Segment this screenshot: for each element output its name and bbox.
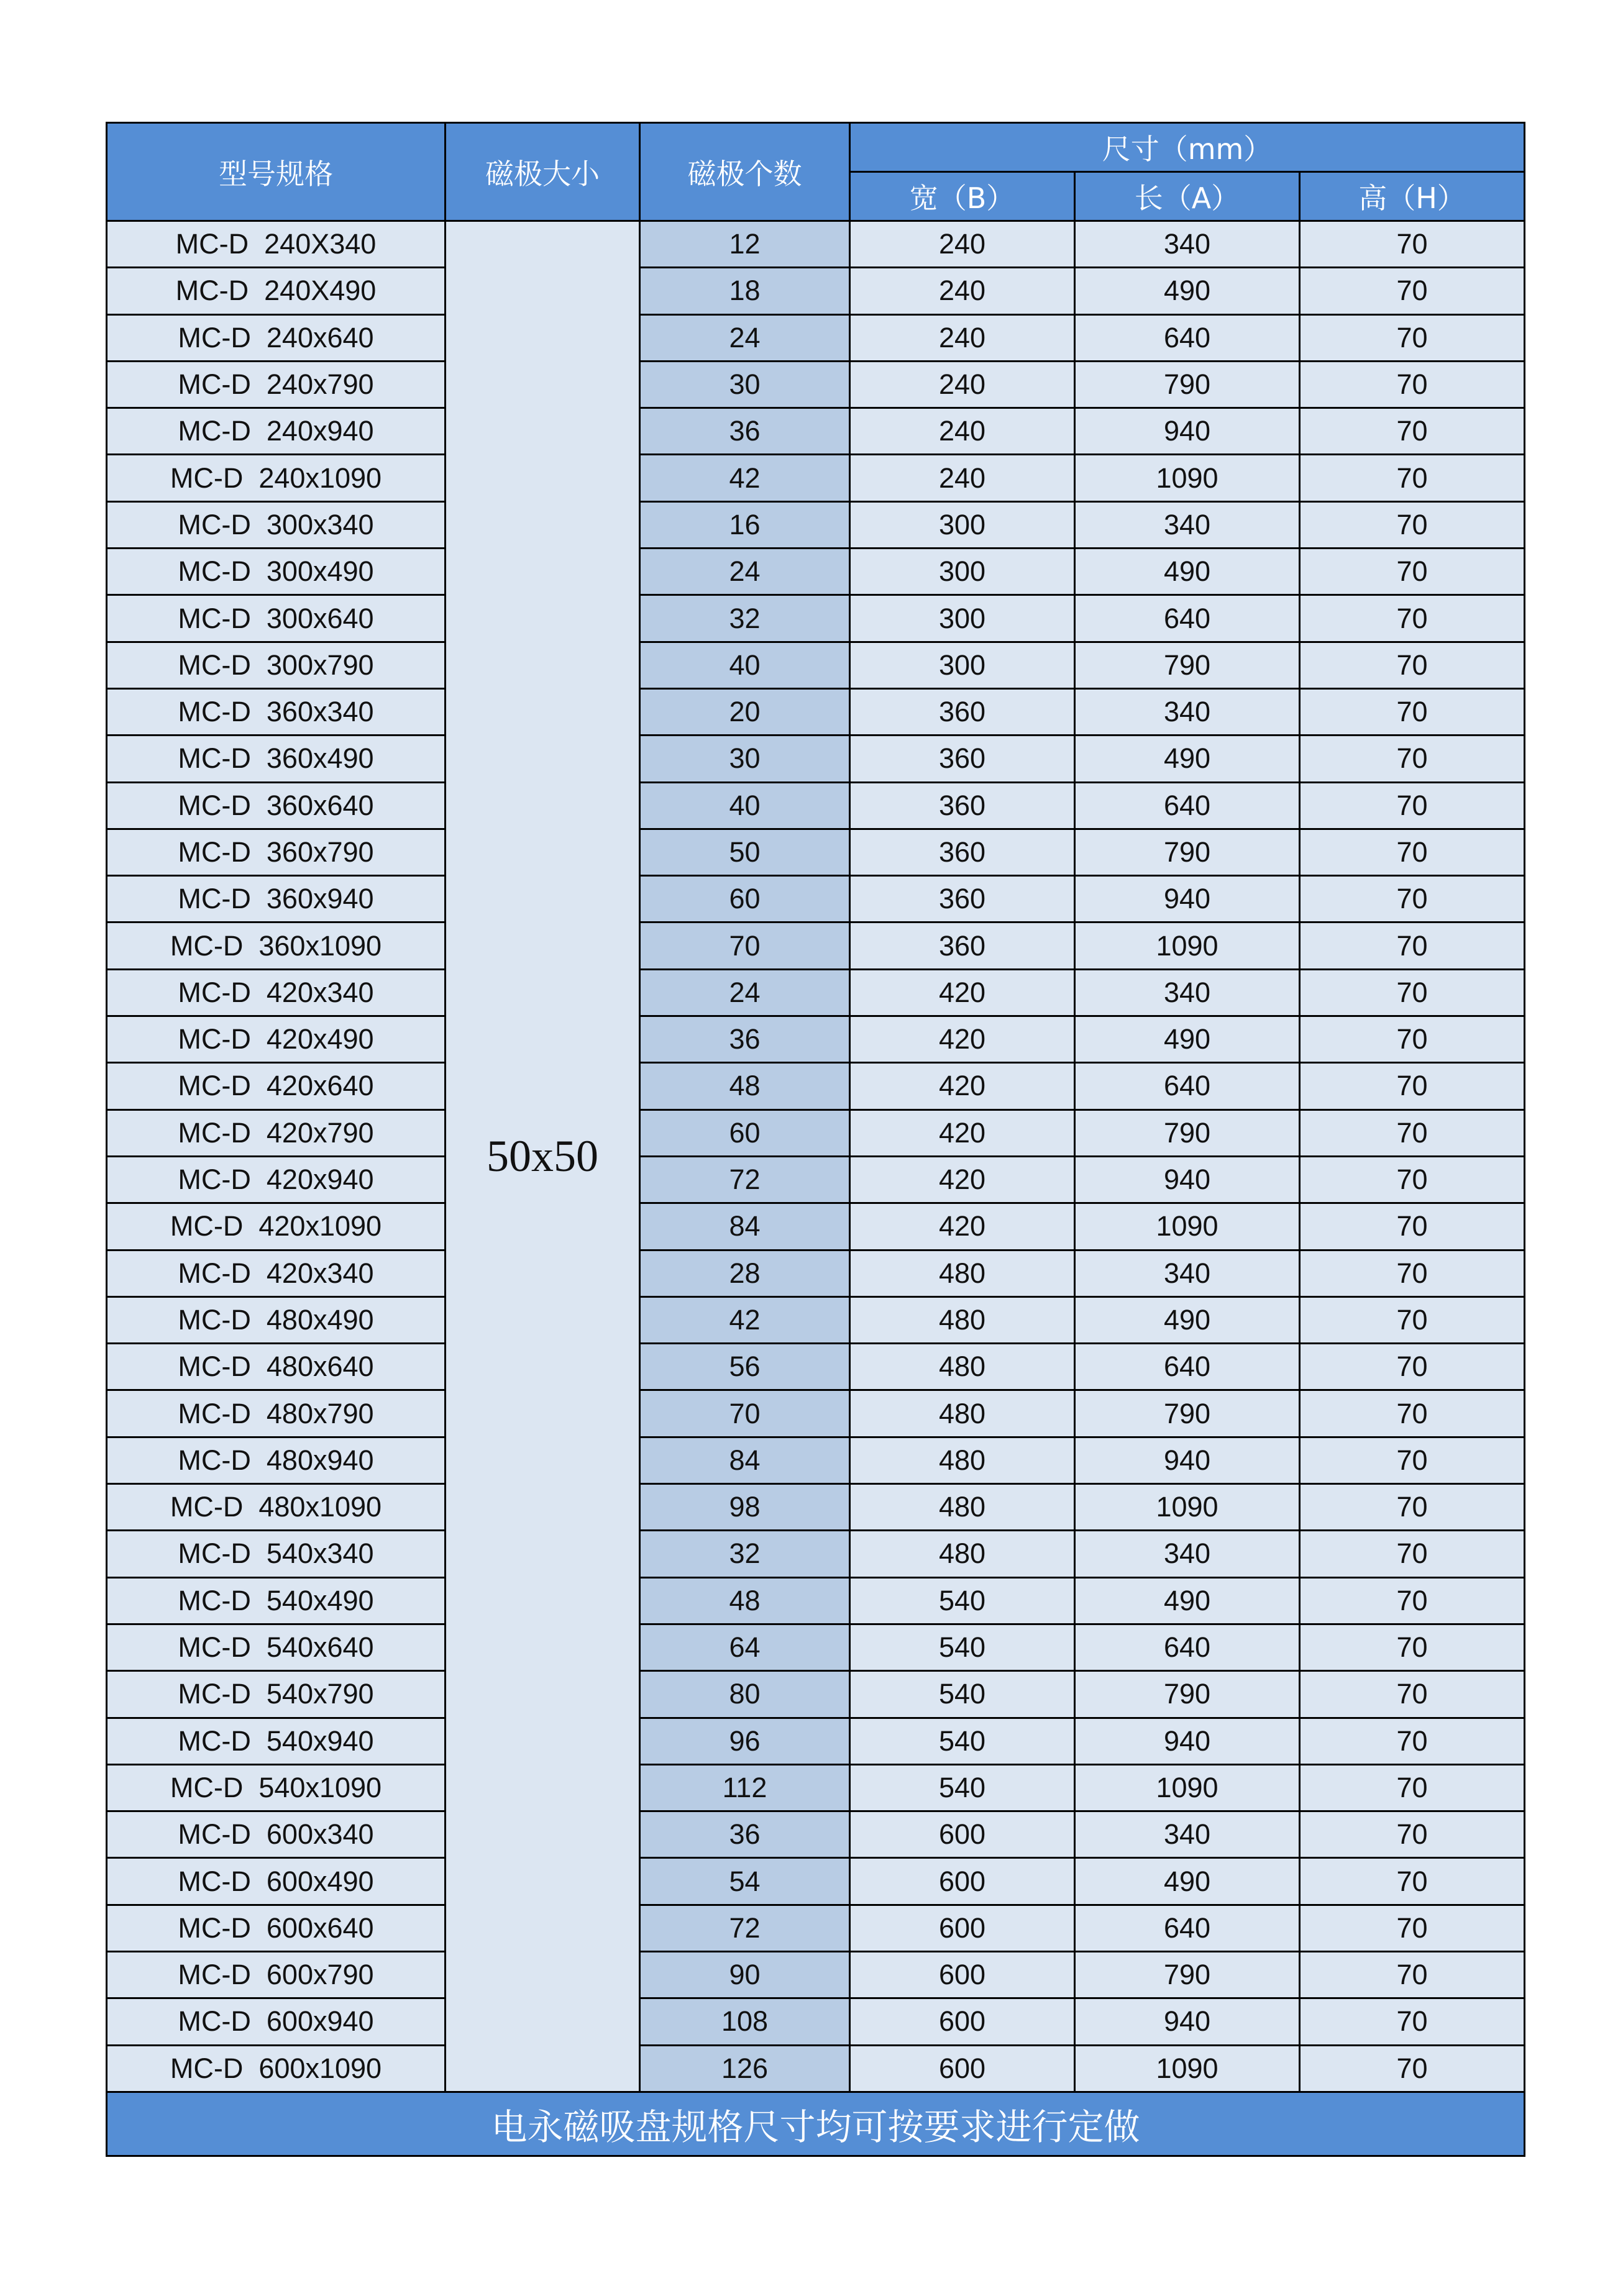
width-cell: 480 bbox=[850, 1250, 1075, 1296]
table-row bbox=[107, 501, 1525, 548]
model-cell: MC-D 240X340 bbox=[107, 221, 446, 268]
table-row bbox=[107, 1344, 1525, 1390]
table-row bbox=[107, 1203, 1525, 1250]
length-cell: 640 bbox=[1075, 1624, 1300, 1670]
model-cell: MC-D 360x490 bbox=[107, 736, 446, 782]
height-cell: 70 bbox=[1300, 549, 1525, 595]
pole-count-cell: 28 bbox=[640, 1250, 850, 1296]
model-cell: MC-D 480x640 bbox=[107, 1344, 446, 1390]
width-cell: 540 bbox=[850, 1671, 1075, 1718]
table-row bbox=[107, 1624, 1525, 1670]
width-cell: 420 bbox=[850, 1109, 1075, 1156]
height-cell: 70 bbox=[1300, 688, 1525, 735]
table-row bbox=[107, 829, 1525, 875]
table-row bbox=[107, 1063, 1525, 1109]
pole-count-cell: 64 bbox=[640, 1624, 850, 1670]
height-cell: 70 bbox=[1300, 268, 1525, 314]
length-cell: 640 bbox=[1075, 782, 1300, 829]
length-cell: 790 bbox=[1075, 1390, 1300, 1437]
table-row bbox=[107, 595, 1525, 642]
model-cell: MC-D 540x1090 bbox=[107, 1764, 446, 1811]
height-cell: 70 bbox=[1300, 1718, 1525, 1764]
pole-count-cell: 40 bbox=[640, 782, 850, 829]
width-cell: 360 bbox=[850, 829, 1075, 875]
length-cell: 490 bbox=[1075, 268, 1300, 314]
pole-count-cell: 18 bbox=[640, 268, 850, 314]
header-width: 宽（B） bbox=[850, 172, 1075, 221]
length-cell: 790 bbox=[1075, 1951, 1300, 1998]
length-cell: 490 bbox=[1075, 1858, 1300, 1905]
height-cell: 70 bbox=[1300, 1484, 1525, 1531]
height-cell: 70 bbox=[1300, 1951, 1525, 1998]
width-cell: 240 bbox=[850, 268, 1075, 314]
length-cell: 940 bbox=[1075, 1156, 1300, 1203]
length-cell: 790 bbox=[1075, 361, 1300, 408]
table-row bbox=[107, 876, 1525, 922]
pole-count-cell: 12 bbox=[640, 221, 850, 268]
model-cell: MC-D 360x1090 bbox=[107, 922, 446, 969]
model-cell: MC-D 420x640 bbox=[107, 1063, 446, 1109]
header-height: 高（H） bbox=[1300, 172, 1525, 221]
width-cell: 600 bbox=[850, 1811, 1075, 1858]
table-row bbox=[107, 268, 1525, 314]
height-cell: 70 bbox=[1300, 1998, 1525, 2045]
length-cell: 790 bbox=[1075, 1109, 1300, 1156]
length-cell: 340 bbox=[1075, 221, 1300, 268]
model-cell: MC-D 300x490 bbox=[107, 549, 446, 595]
width-cell: 300 bbox=[850, 642, 1075, 688]
length-cell: 640 bbox=[1075, 1063, 1300, 1109]
model-cell: MC-D 600x340 bbox=[107, 1811, 446, 1858]
pole-count-cell: 112 bbox=[640, 1764, 850, 1811]
table-row bbox=[107, 221, 1525, 268]
model-cell: MC-D 480x490 bbox=[107, 1296, 446, 1343]
pole-count-cell: 32 bbox=[640, 595, 850, 642]
length-cell: 940 bbox=[1075, 1718, 1300, 1764]
width-cell: 240 bbox=[850, 361, 1075, 408]
pole-count-cell: 56 bbox=[640, 1344, 850, 1390]
model-cell: MC-D 480x940 bbox=[107, 1437, 446, 1483]
pole-count-cell: 16 bbox=[640, 501, 850, 548]
model-cell: MC-D 360x790 bbox=[107, 829, 446, 875]
table-row bbox=[107, 1951, 1525, 1998]
model-cell: MC-D 600x1090 bbox=[107, 2045, 446, 2092]
width-cell: 420 bbox=[850, 1156, 1075, 1203]
length-cell: 790 bbox=[1075, 1671, 1300, 1718]
length-cell: 490 bbox=[1075, 1016, 1300, 1063]
table-row bbox=[107, 1109, 1525, 1156]
height-cell: 70 bbox=[1300, 1531, 1525, 1577]
table-row bbox=[107, 1905, 1525, 1951]
model-cell: MC-D 360x940 bbox=[107, 876, 446, 922]
width-cell: 420 bbox=[850, 1203, 1075, 1250]
length-cell: 640 bbox=[1075, 595, 1300, 642]
height-cell: 70 bbox=[1300, 1203, 1525, 1250]
table-header bbox=[107, 123, 1525, 221]
table-row bbox=[107, 1016, 1525, 1063]
length-cell: 340 bbox=[1075, 1531, 1300, 1577]
height-cell: 70 bbox=[1300, 2045, 1525, 2092]
model-cell: MC-D 480x1090 bbox=[107, 1484, 446, 1531]
pole-count-cell: 126 bbox=[640, 2045, 850, 2092]
model-cell: MC-D 480x790 bbox=[107, 1390, 446, 1437]
pole-count-cell: 72 bbox=[640, 1156, 850, 1203]
height-cell: 70 bbox=[1300, 501, 1525, 548]
width-cell: 600 bbox=[850, 1858, 1075, 1905]
pole-count-cell: 20 bbox=[640, 688, 850, 735]
length-cell: 1090 bbox=[1075, 455, 1300, 501]
length-cell: 1090 bbox=[1075, 1484, 1300, 1531]
model-cell: MC-D 540x790 bbox=[107, 1671, 446, 1718]
table-row bbox=[107, 736, 1525, 782]
header-pole-size: 磁极大小 bbox=[446, 123, 640, 221]
length-cell: 640 bbox=[1075, 314, 1300, 361]
length-cell: 490 bbox=[1075, 549, 1300, 595]
height-cell: 70 bbox=[1300, 1577, 1525, 1624]
width-cell: 300 bbox=[850, 549, 1075, 595]
table-row bbox=[107, 1858, 1525, 1905]
table-row bbox=[107, 549, 1525, 595]
table-row bbox=[107, 1250, 1525, 1296]
table-row bbox=[107, 1764, 1525, 1811]
table-row bbox=[107, 1531, 1525, 1577]
width-cell: 300 bbox=[850, 595, 1075, 642]
height-cell: 70 bbox=[1300, 1344, 1525, 1390]
table-row bbox=[107, 455, 1525, 501]
table-row bbox=[107, 688, 1525, 735]
model-cell: MC-D 300x640 bbox=[107, 595, 446, 642]
pole-count-cell: 30 bbox=[640, 361, 850, 408]
width-cell: 240 bbox=[850, 408, 1075, 455]
width-cell: 240 bbox=[850, 455, 1075, 501]
model-cell: MC-D 240x790 bbox=[107, 361, 446, 408]
pole-count-cell: 98 bbox=[640, 1484, 850, 1531]
header-pole-count: 磁极个数 bbox=[640, 123, 850, 221]
spec-table bbox=[106, 122, 1525, 2157]
width-cell: 540 bbox=[850, 1577, 1075, 1624]
length-cell: 340 bbox=[1075, 688, 1300, 735]
pole-size-cell: 50x50 bbox=[446, 221, 640, 2092]
table-row bbox=[107, 1437, 1525, 1483]
pole-count-cell: 108 bbox=[640, 1998, 850, 2045]
table-row bbox=[107, 2045, 1525, 2092]
length-cell: 490 bbox=[1075, 1577, 1300, 1624]
width-cell: 540 bbox=[850, 1624, 1075, 1670]
length-cell: 940 bbox=[1075, 408, 1300, 455]
model-cell: MC-D 420x340 bbox=[107, 969, 446, 1016]
table-row bbox=[107, 1484, 1525, 1531]
height-cell: 70 bbox=[1300, 782, 1525, 829]
pole-count-cell: 40 bbox=[640, 642, 850, 688]
table-row bbox=[107, 1390, 1525, 1437]
model-cell: MC-D 240x940 bbox=[107, 408, 446, 455]
height-cell: 70 bbox=[1300, 314, 1525, 361]
length-cell: 340 bbox=[1075, 501, 1300, 548]
model-cell: MC-D 360x640 bbox=[107, 782, 446, 829]
length-cell: 340 bbox=[1075, 969, 1300, 1016]
model-cell: MC-D 240x640 bbox=[107, 314, 446, 361]
model-cell: MC-D 420x1090 bbox=[107, 1203, 446, 1250]
pole-count-cell: 84 bbox=[640, 1437, 850, 1483]
model-cell: MC-D 420x940 bbox=[107, 1156, 446, 1203]
pole-count-cell: 42 bbox=[640, 455, 850, 501]
height-cell: 70 bbox=[1300, 1296, 1525, 1343]
model-cell: MC-D 540x490 bbox=[107, 1577, 446, 1624]
width-cell: 480 bbox=[850, 1437, 1075, 1483]
height-cell: 70 bbox=[1300, 1250, 1525, 1296]
table-row bbox=[107, 408, 1525, 455]
pole-count-cell: 80 bbox=[640, 1671, 850, 1718]
width-cell: 600 bbox=[850, 1905, 1075, 1951]
pole-count-cell: 70 bbox=[640, 922, 850, 969]
width-cell: 600 bbox=[850, 2045, 1075, 2092]
height-cell: 70 bbox=[1300, 1858, 1525, 1905]
height-cell: 70 bbox=[1300, 1016, 1525, 1063]
pole-count-cell: 48 bbox=[640, 1577, 850, 1624]
length-cell: 1090 bbox=[1075, 1203, 1300, 1250]
height-cell: 70 bbox=[1300, 455, 1525, 501]
pole-count-cell: 36 bbox=[640, 1016, 850, 1063]
width-cell: 420 bbox=[850, 1063, 1075, 1109]
header-model: 型号规格 bbox=[107, 123, 446, 221]
height-cell: 70 bbox=[1300, 1811, 1525, 1858]
model-cell: MC-D 540x940 bbox=[107, 1718, 446, 1764]
table-row bbox=[107, 922, 1525, 969]
table-body bbox=[107, 221, 1525, 2092]
table-row bbox=[107, 642, 1525, 688]
length-cell: 790 bbox=[1075, 829, 1300, 875]
length-cell: 640 bbox=[1075, 1905, 1300, 1951]
height-cell: 70 bbox=[1300, 642, 1525, 688]
width-cell: 600 bbox=[850, 1998, 1075, 2045]
model-cell: MC-D 600x490 bbox=[107, 1858, 446, 1905]
pole-count-cell: 42 bbox=[640, 1296, 850, 1343]
width-cell: 240 bbox=[850, 221, 1075, 268]
height-cell: 70 bbox=[1300, 922, 1525, 969]
width-cell: 240 bbox=[850, 314, 1075, 361]
table-row bbox=[107, 1577, 1525, 1624]
height-cell: 70 bbox=[1300, 1624, 1525, 1670]
pole-count-cell: 60 bbox=[640, 1109, 850, 1156]
model-cell: MC-D 420x790 bbox=[107, 1109, 446, 1156]
width-cell: 540 bbox=[850, 1764, 1075, 1811]
height-cell: 70 bbox=[1300, 221, 1525, 268]
length-cell: 940 bbox=[1075, 876, 1300, 922]
pole-count-cell: 36 bbox=[640, 408, 850, 455]
model-cell: MC-D 300x790 bbox=[107, 642, 446, 688]
height-cell: 70 bbox=[1300, 829, 1525, 875]
pole-count-cell: 24 bbox=[640, 314, 850, 361]
height-cell: 70 bbox=[1300, 1390, 1525, 1437]
width-cell: 480 bbox=[850, 1344, 1075, 1390]
pole-count-cell: 30 bbox=[640, 736, 850, 782]
model-cell: MC-D 540x640 bbox=[107, 1624, 446, 1670]
model-cell: MC-D 540x340 bbox=[107, 1531, 446, 1577]
length-cell: 340 bbox=[1075, 1811, 1300, 1858]
height-cell: 70 bbox=[1300, 1063, 1525, 1109]
width-cell: 300 bbox=[850, 501, 1075, 548]
table-row bbox=[107, 969, 1525, 1016]
width-cell: 540 bbox=[850, 1718, 1075, 1764]
model-cell: MC-D 600x640 bbox=[107, 1905, 446, 1951]
pole-count-cell: 54 bbox=[640, 1858, 850, 1905]
model-cell: MC-D 360x340 bbox=[107, 688, 446, 735]
length-cell: 640 bbox=[1075, 1344, 1300, 1390]
footer-note: 电永磁吸盘规格尺寸均可按要求进行定做 bbox=[107, 2092, 1525, 2156]
header-length: 长（A） bbox=[1075, 172, 1300, 221]
table-row bbox=[107, 1156, 1525, 1203]
model-cell: MC-D 600x790 bbox=[107, 1951, 446, 1998]
width-cell: 360 bbox=[850, 876, 1075, 922]
table-row bbox=[107, 1811, 1525, 1858]
pole-count-cell: 84 bbox=[640, 1203, 850, 1250]
length-cell: 790 bbox=[1075, 642, 1300, 688]
pole-count-cell: 72 bbox=[640, 1905, 850, 1951]
pole-count-cell: 90 bbox=[640, 1951, 850, 1998]
length-cell: 940 bbox=[1075, 1437, 1300, 1483]
width-cell: 480 bbox=[850, 1390, 1075, 1437]
length-cell: 340 bbox=[1075, 1250, 1300, 1296]
length-cell: 1090 bbox=[1075, 2045, 1300, 2092]
width-cell: 420 bbox=[850, 969, 1075, 1016]
model-cell: MC-D 420x340 bbox=[107, 1250, 446, 1296]
pole-count-cell: 36 bbox=[640, 1811, 850, 1858]
table-row bbox=[107, 1998, 1525, 2045]
height-cell: 70 bbox=[1300, 1905, 1525, 1951]
length-cell: 490 bbox=[1075, 1296, 1300, 1343]
length-cell: 1090 bbox=[1075, 922, 1300, 969]
width-cell: 360 bbox=[850, 782, 1075, 829]
height-cell: 70 bbox=[1300, 1764, 1525, 1811]
width-cell: 360 bbox=[850, 736, 1075, 782]
pole-count-cell: 70 bbox=[640, 1390, 850, 1437]
width-cell: 480 bbox=[850, 1296, 1075, 1343]
model-cell: MC-D 240x1090 bbox=[107, 455, 446, 501]
length-cell: 490 bbox=[1075, 736, 1300, 782]
model-cell: MC-D 240X490 bbox=[107, 268, 446, 314]
height-cell: 70 bbox=[1300, 736, 1525, 782]
height-cell: 70 bbox=[1300, 969, 1525, 1016]
width-cell: 420 bbox=[850, 1016, 1075, 1063]
height-cell: 70 bbox=[1300, 1109, 1525, 1156]
table-row bbox=[107, 1718, 1525, 1764]
model-cell: MC-D 600x940 bbox=[107, 1998, 446, 2045]
height-cell: 70 bbox=[1300, 595, 1525, 642]
height-cell: 70 bbox=[1300, 1437, 1525, 1483]
model-cell: MC-D 300x340 bbox=[107, 501, 446, 548]
height-cell: 70 bbox=[1300, 408, 1525, 455]
length-cell: 1090 bbox=[1075, 1764, 1300, 1811]
table-row bbox=[107, 1671, 1525, 1718]
height-cell: 70 bbox=[1300, 1156, 1525, 1203]
height-cell: 70 bbox=[1300, 1671, 1525, 1718]
table-row bbox=[107, 782, 1525, 829]
table-row bbox=[107, 361, 1525, 408]
table-row bbox=[107, 1296, 1525, 1343]
width-cell: 600 bbox=[850, 1951, 1075, 1998]
pole-count-cell: 24 bbox=[640, 549, 850, 595]
width-cell: 360 bbox=[850, 922, 1075, 969]
pole-count-cell: 50 bbox=[640, 829, 850, 875]
height-cell: 70 bbox=[1300, 876, 1525, 922]
width-cell: 480 bbox=[850, 1531, 1075, 1577]
pole-count-cell: 60 bbox=[640, 876, 850, 922]
length-cell: 940 bbox=[1075, 1998, 1300, 2045]
pole-count-cell: 24 bbox=[640, 969, 850, 1016]
table-row bbox=[107, 314, 1525, 361]
width-cell: 360 bbox=[850, 688, 1075, 735]
header-dimensions: 尺寸（mm） bbox=[850, 123, 1525, 172]
pole-count-cell: 48 bbox=[640, 1063, 850, 1109]
pole-count-cell: 32 bbox=[640, 1531, 850, 1577]
width-cell: 480 bbox=[850, 1484, 1075, 1531]
pole-count-cell: 96 bbox=[640, 1718, 850, 1764]
model-cell: MC-D 420x490 bbox=[107, 1016, 446, 1063]
height-cell: 70 bbox=[1300, 361, 1525, 408]
